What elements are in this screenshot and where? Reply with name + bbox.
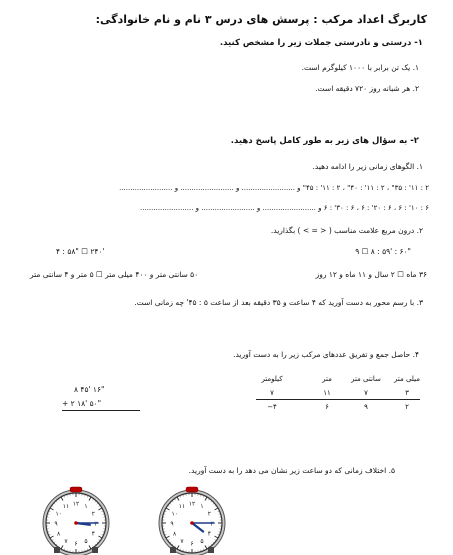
table-header-cm: سانتی متر bbox=[351, 375, 381, 383]
svg-text:۹: ۹ bbox=[54, 520, 58, 528]
svg-text:۱۲: ۱۲ bbox=[188, 500, 196, 508]
svg-text:۷: ۷ bbox=[180, 537, 184, 545]
section2-heading: ۲- به سؤال های زیر به طور کامل پاسخ دهید. bbox=[230, 136, 419, 146]
q4-time-row2: + ۲ ۱۸' ۵۰" bbox=[62, 399, 102, 408]
q4-text: ۴. حاصل جمع و تفریق عددهای مرکب زیر را به دست آورید. bbox=[233, 350, 419, 359]
table-header-mm: میلی متر bbox=[394, 375, 420, 383]
q5-text: ۵. اختلاف زمانی که دو ساعت زیر نشان می دهد را به دست آورید. bbox=[188, 466, 395, 475]
svg-text:۸: ۸ bbox=[173, 530, 177, 538]
svg-text:۸: ۸ bbox=[57, 530, 61, 538]
svg-text:۲: ۲ bbox=[207, 510, 211, 518]
svg-text:۲: ۲ bbox=[91, 510, 95, 518]
table-r1-mm: ۳ bbox=[405, 389, 409, 397]
svg-text:۳: ۳ bbox=[94, 520, 98, 528]
svg-text:۱۱: ۱۱ bbox=[62, 503, 70, 511]
svg-text:۴: ۴ bbox=[91, 530, 95, 538]
q4-time-row1: ۸ ۴۵' ۱۶" bbox=[74, 385, 105, 394]
svg-text:۱۰: ۱۰ bbox=[55, 510, 62, 518]
svg-text:۱: ۱ bbox=[84, 503, 88, 511]
table-divider bbox=[256, 399, 420, 400]
clock-icon bbox=[152, 485, 232, 555]
svg-text:۳: ۳ bbox=[210, 520, 214, 528]
section1-heading: ۱- درستی و نادرستی جملات زیر را مشخص کنید. bbox=[219, 38, 423, 48]
svg-text:۱۰: ۱۰ bbox=[171, 510, 178, 518]
section1-item-1: ۱. یک تن برابر با ۱۰۰۰ کیلوگرم است. bbox=[301, 63, 419, 72]
svg-text:۴: ۴ bbox=[207, 530, 211, 538]
section1-item-2: ۲. هر شبانه روز ۷۲۰ دقیقه است. bbox=[315, 84, 419, 93]
table-r1-km: ۷ bbox=[270, 389, 274, 397]
svg-text:۱۱: ۱۱ bbox=[178, 503, 186, 511]
table-r2-cm: ۹ bbox=[364, 403, 368, 411]
q2-compare-row2-left: ۵۰ سانتی متر و ۴۰۰ میلی متر ☐ ۵ متر و ۴ سانتی متر bbox=[30, 270, 199, 279]
table-r2-m: ۶ bbox=[325, 403, 329, 411]
q1-pattern-row2: ۶ : ۱۰' : ۶ ، ۶ : ۲۰' : ۶ ، ۶ : ۳۰' : ۶ و ........................ و ........................ و ........................ bbox=[140, 204, 429, 212]
q2-compare-row1-left: ۴ : ۵۸" ☐ ۲۴۰' bbox=[56, 247, 105, 256]
table-header-m: متر bbox=[322, 375, 332, 383]
table-r2-km: −۴ bbox=[267, 403, 277, 411]
table-header-km: کیلومتر bbox=[261, 375, 283, 383]
svg-text:۵: ۵ bbox=[84, 537, 88, 545]
worksheet-title: کاربرگ اعداد مرکب : پرسش های درس ۳ نام و نام خانوادگی: bbox=[95, 13, 427, 26]
q3-text: ۳. با رسم محور به دست آورید که ۴ ساعت و ۳۵ دقیقه بعد از ساعت ۵ : ۴۵' چه زمانی است. bbox=[134, 298, 423, 307]
q2-compare-row1-right: ۹ ☐ ۸ : ۵۹' : ۶۰" bbox=[355, 247, 411, 256]
q1-pattern-row1: ۲ : ۱۱' : ۳۵" ، ۲ : ۱۱' : ۴۰" ، ۲ : ۱۱' : ۴۵" و ........................ و ........................ و ........................ bbox=[119, 184, 429, 192]
time-sum-divider bbox=[62, 410, 140, 411]
clock-icon bbox=[36, 485, 116, 555]
svg-text:۶: ۶ bbox=[190, 540, 194, 548]
svg-text:۱: ۱ bbox=[200, 503, 204, 511]
svg-text:۹: ۹ bbox=[170, 520, 174, 528]
q2-compare-row2-right: ۳۶ ماه ☐ ۲ سال و ۱۱ ماه و ۱۲ روز bbox=[315, 270, 427, 279]
svg-text:۱۲: ۱۲ bbox=[72, 500, 80, 508]
table-r1-m: ۱۱ bbox=[323, 389, 331, 397]
q2-text: ۲. درون مربع علامت مناسب ( < = > ) بگذارید. bbox=[270, 226, 423, 235]
svg-text:۵: ۵ bbox=[200, 537, 204, 545]
svg-text:۷: ۷ bbox=[64, 537, 68, 545]
table-r1-cm: ۷ bbox=[364, 389, 368, 397]
q1-text: ۱. الگوهای زمانی زیر را ادامه دهید. bbox=[312, 162, 423, 171]
svg-text:۶: ۶ bbox=[74, 540, 78, 548]
table-r2-mm: ۲ bbox=[405, 403, 409, 411]
